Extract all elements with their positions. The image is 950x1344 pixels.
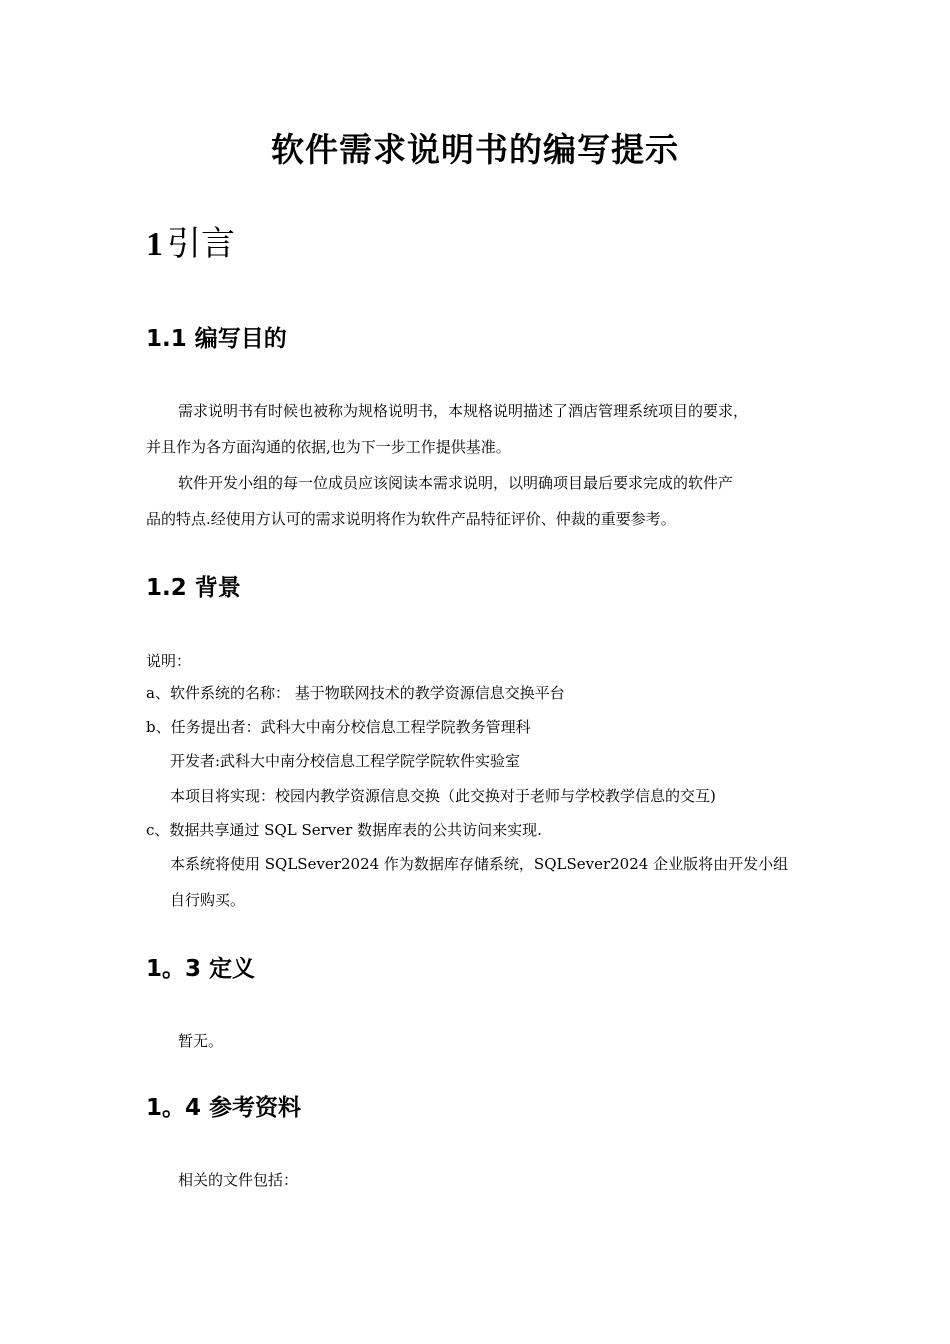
references-body: 相关的文件包括：: [178, 1171, 299, 1189]
chapter-number: 1: [146, 226, 163, 263]
background-item-a: a、软件系统的名称： 基于物联网技术的教学资源信息交换平台: [146, 684, 565, 702]
document-title: 软件需求说明书的编写提示: [271, 130, 679, 169]
purpose-para1-line1: 需求说明书有时候也被称为规格说明书，本规格说明描述了酒店管理系统项目的要求，: [178, 402, 749, 420]
section-heading-1-4: 1。4 参考资料: [146, 1095, 302, 1121]
purpose-para2-line2: 品的特点.经使用方认可的需求说明将作为软件产品特征评价、仲裁的重要参考。: [146, 510, 676, 528]
definitions-body: 暂无。: [178, 1032, 224, 1050]
purpose-para1-line2: 并且作为各方面沟通的依据,也为下一步工作提供基准。: [146, 438, 511, 456]
background-item-b: b、任务提出者：武科大中南分校信息工程学院教务管理科: [146, 718, 531, 736]
background-developer: 开发者:武科大中南分校信息工程学院学院软件实验室: [170, 752, 521, 770]
background-item-c-line2: 本系统将使用 SQLSever2024 作为数据库存储系统，SQLSever2024 企业版将由开发小组: [170, 855, 789, 873]
purpose-para2-line1: 软件开发小组的每一位成员应该阅读本需求说明，以明确项目最后要求完成的软件产: [178, 474, 734, 492]
background-label: 说明：: [146, 652, 192, 670]
section-heading-1-3: 1。3 定义: [146, 956, 256, 982]
chapter-title: 引言: [167, 224, 235, 264]
chapter-heading: [146, 222, 235, 267]
section-heading-1-2: 1.2 背景: [146, 575, 241, 601]
background-item-c: c、数据共享通过 SQL Server 数据库表的公共访问来实现.: [146, 821, 542, 839]
section-heading-1-1: 1.1 编写目的: [146, 326, 287, 352]
background-item-c-line3: 自行购买。: [170, 891, 246, 909]
background-goal: 本项目将实现：校园内教学资源信息交换（此交换对于老师与学校教学信息的交互): [170, 787, 716, 805]
